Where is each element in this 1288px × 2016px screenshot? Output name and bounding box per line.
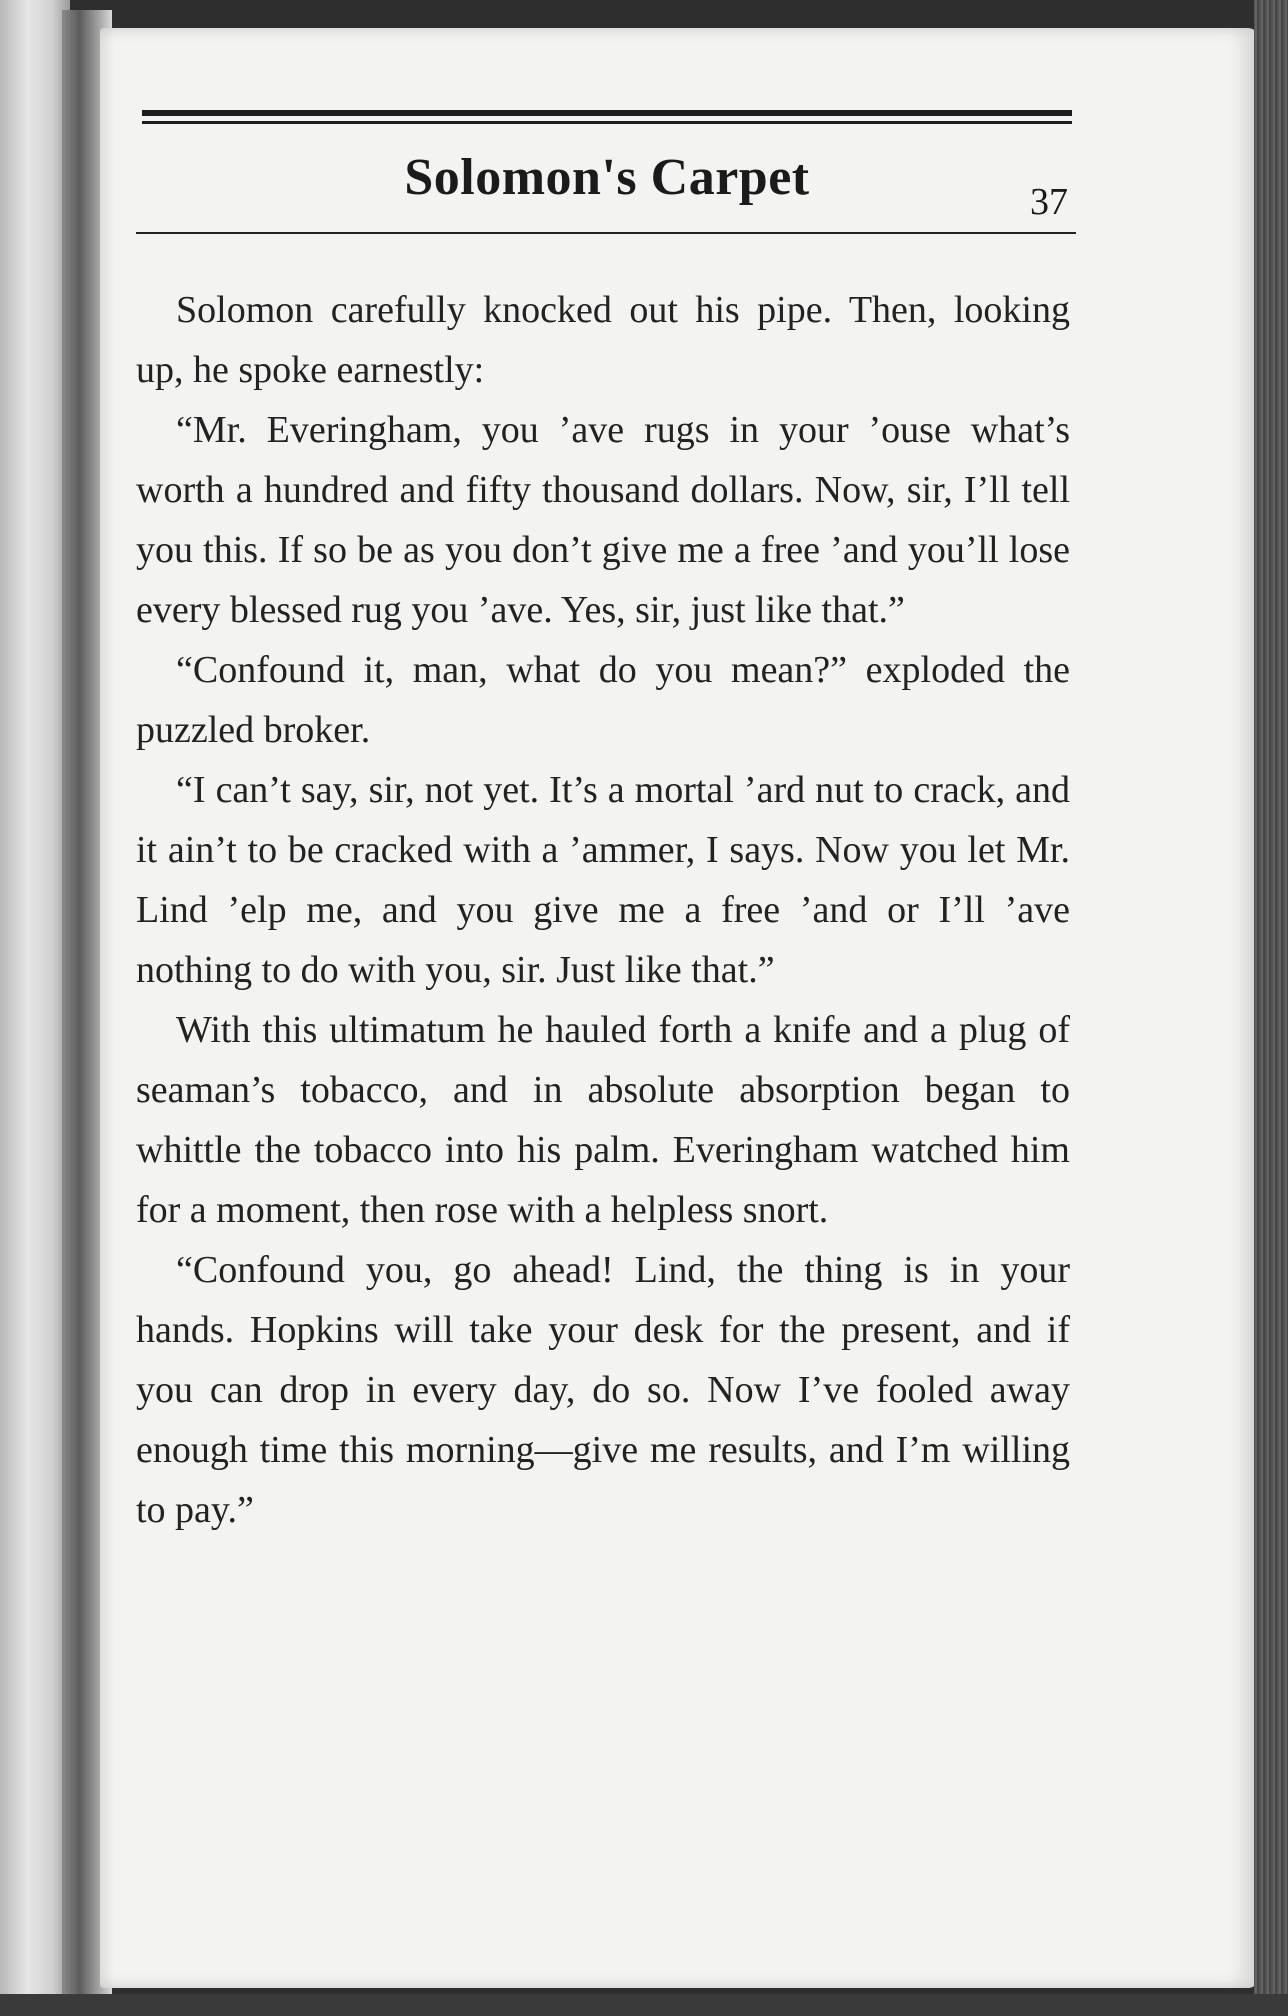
page-edge-stack [1254, 0, 1288, 2016]
header-double-rule [142, 110, 1072, 124]
body-text [136, 280, 1070, 1540]
paragraph: “Mr. Everingham, you ’ave rugs in your ’ouse what’s worth a hundred and fifty thousand dollars. Now, sir, I’ll tell you this. If so be as you don’t give me a free ’and you’ll lose every blessed rug you ’ave. Yes, sir, just like that.” [136, 409, 1070, 631]
page-number: 37 [1030, 181, 1068, 223]
scan-background [0, 1994, 1288, 2016]
header-rule [136, 232, 1076, 234]
paragraph: “I can’t say, sir, not yet. It’s a mortal ’ard nut to crack, and it ain’t to be cracked with a ’ammer, I says. Now you let Mr. Lind ’elp me, and you give me a free ’and or I’ll ’ave nothing to do with you, sir. Just like that.” [136, 769, 1070, 991]
facing-page-edge [0, 0, 70, 2016]
paragraph: Solomon carefully knocked out his pipe. Then, looking up, he spoke earnestly: [136, 289, 1070, 391]
paragraph: “Confound you, go ahead! Lind, the thing is in your hands. Hopkins will take your desk for the present, and if you can drop in every day, do so. Now I’ve fooled away enough time this morning—give me results, and I’m willing to pay.” [136, 1249, 1070, 1531]
paragraph: “Confound it, man, what do you mean?” exploded the puzzled broker. [136, 649, 1070, 751]
paragraph: With this ultimatum he hauled forth a knife and a plug of seaman’s tobacco, and in absolute absorption began to whittle the tobacco into his palm. Everingham watched him for a moment, then rose with a helpless snort. [136, 1009, 1070, 1231]
running-title: Solomon's Carpet [404, 149, 810, 206]
